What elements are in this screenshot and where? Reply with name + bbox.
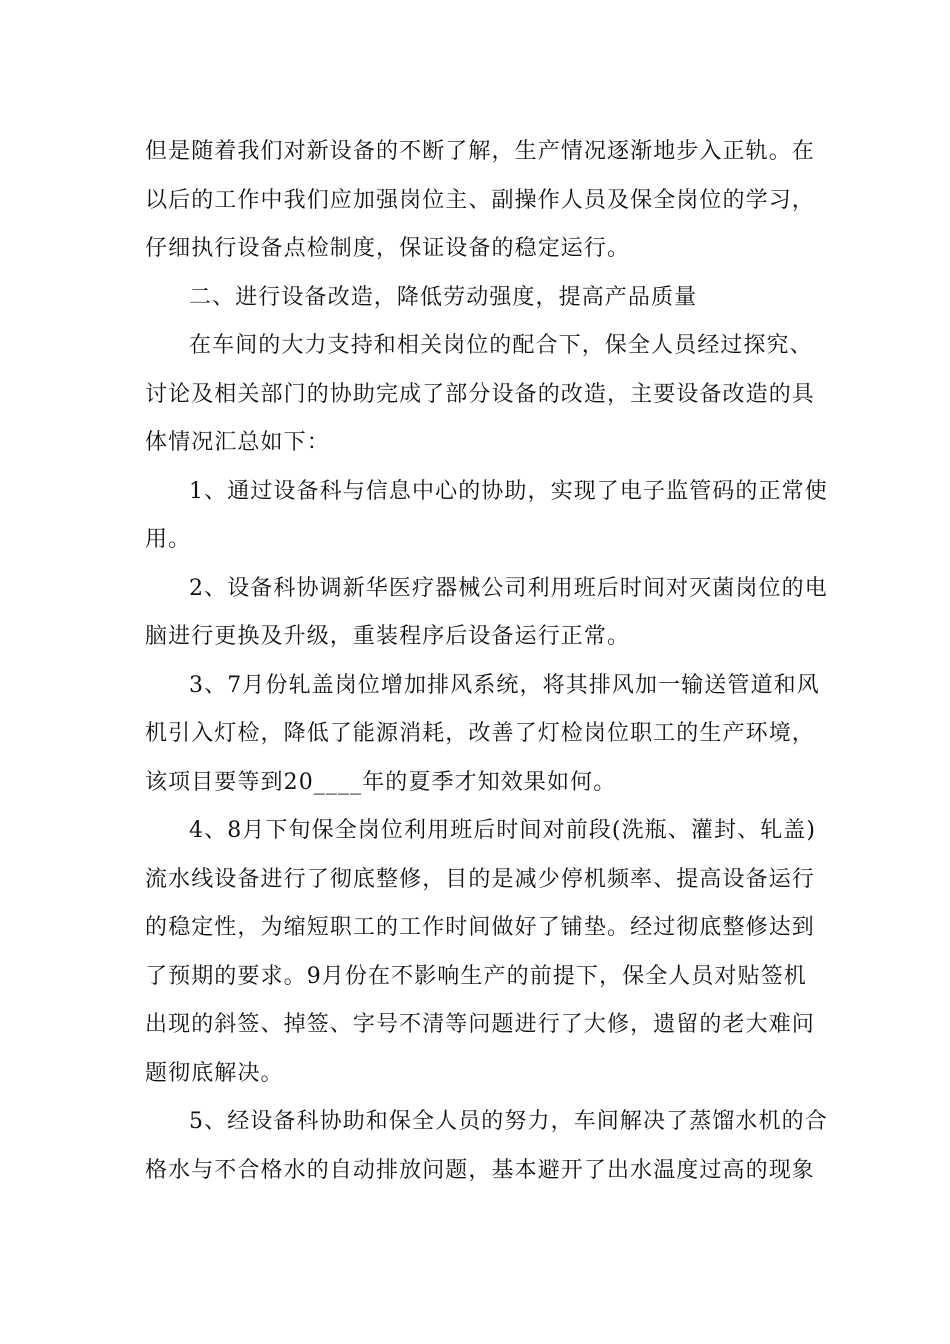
text-line: 用。 (145, 527, 192, 552)
paragraph-intro (145, 322, 815, 468)
section-heading (145, 274, 807, 323)
text-line: 以后的工作中我们应加强岗位主、副操作人员及保全岗位的学习， (145, 187, 815, 213)
text-line: 题彻底解决。 (145, 1060, 284, 1086)
text-line: 脑进行更换及升级，重装程序后设备运行正常。 (145, 624, 631, 649)
text-line: 机引入灯检，降低了能源消耗，改善了灯检岗位职工的生产环境， (145, 721, 815, 746)
text-line: 该项目要等到20____年的夏季才知效果如何。 (145, 769, 617, 795)
text-line: 的稳定性，为缩短职工的工作时间做好了铺垫。经过彻底整修达到 (145, 915, 815, 940)
list-item-3 (145, 662, 820, 808)
list-item-2 (145, 565, 828, 662)
text-line: 1、通过设备科与信息中心的协助，实现了电子监管码的正常使 (189, 478, 828, 504)
text-line: 了预期的要求。9月份在不影响生产的前提下，保全人员对贴签机 (145, 963, 807, 989)
text-line: 讨论及相关部门的协助完成了部分设备的改造，主要设备改造的具 (145, 381, 815, 407)
list-item-5 (145, 1098, 828, 1195)
text-line: 2、设备科协调新华医疗器械公司利用班后时间对灭菌岗位的电 (189, 575, 828, 601)
list-item-1 (145, 468, 828, 565)
text-line: 在车间的大力支持和相关岗位的配合下，保全人员经过探究、 (189, 333, 813, 358)
text-line: 仔细执行设备点检制度，保证设备的稳定运行。 (145, 236, 631, 261)
text-line: 出现的斜签、掉签、字号不清等问题进行了大修，遗留的老大难问 (145, 1012, 815, 1037)
list-item-4 (145, 807, 817, 1098)
text-line: 但是随着我们对新设备的不断了解，生产情况逐渐地步入正轨。在 (145, 139, 815, 164)
text-line: 体情况汇总如下： (145, 430, 330, 455)
text-line: 5、经设备科协助和保全人员的努力，车间解决了蒸馏水机的合 (189, 1109, 828, 1134)
heading-line: 二、进行设备改造，降低劳动强度，提高产品质量 (189, 284, 698, 310)
text-line: 流水线设备进行了彻底整修，目的是减少停机频率、提高设备运行 (145, 866, 815, 892)
paragraph-continuation (145, 128, 815, 274)
document-body (145, 128, 828, 1195)
text-line: 4、8月下旬保全岗位利用班后时间对前段(洗瓶、灌封、轧盖) (189, 818, 817, 843)
text-line: 格水与不合格水的自动排放问题，基本避开了出水温度过高的现象 (145, 1157, 815, 1183)
text-line: 3、7月份轧盖岗位增加排风系统，将其排风加一输送管道和风 (189, 672, 820, 698)
